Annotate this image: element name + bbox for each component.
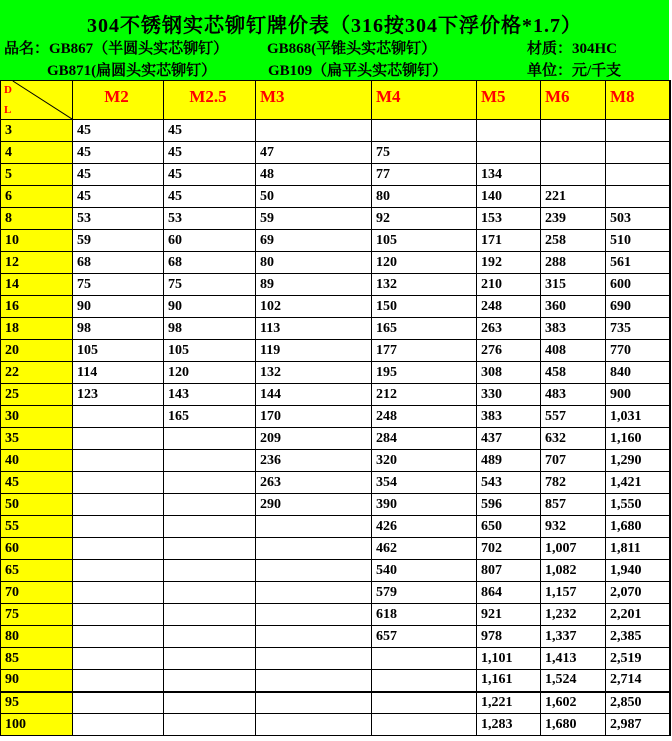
table-row bbox=[1, 692, 670, 714]
empty-cell bbox=[256, 560, 372, 582]
price-cell: 1,524 bbox=[541, 670, 606, 692]
price-cell: 735 bbox=[606, 318, 670, 340]
empty-cell bbox=[164, 692, 256, 714]
price-cell: 618 bbox=[372, 604, 477, 626]
table-row bbox=[1, 230, 670, 252]
empty-cell bbox=[164, 604, 256, 626]
price-cell: 113 bbox=[256, 318, 372, 340]
price-cell: 330 bbox=[477, 384, 541, 406]
price-cell: 90 bbox=[164, 296, 256, 318]
column-header-m6: M6 bbox=[541, 81, 606, 120]
price-cell: 236 bbox=[256, 450, 372, 472]
table-row bbox=[1, 494, 670, 516]
price-cell: 1,680 bbox=[606, 516, 670, 538]
length-cell: 100 bbox=[1, 714, 73, 736]
price-cell: 144 bbox=[256, 384, 372, 406]
price-cell: 782 bbox=[541, 472, 606, 494]
price-cell: 503 bbox=[606, 208, 670, 230]
table-row bbox=[1, 648, 670, 670]
price-cell: 864 bbox=[477, 582, 541, 604]
price-cell: 408 bbox=[541, 340, 606, 362]
price-cell: 857 bbox=[541, 494, 606, 516]
price-cell: 53 bbox=[164, 208, 256, 230]
length-cell: 55 bbox=[1, 516, 73, 538]
price-cell: 1,031 bbox=[606, 406, 670, 428]
empty-cell bbox=[606, 186, 670, 208]
price-cell: 543 bbox=[477, 472, 541, 494]
table-row bbox=[1, 450, 670, 472]
empty-cell bbox=[164, 714, 256, 736]
empty-cell bbox=[372, 714, 477, 736]
price-cell: 978 bbox=[477, 626, 541, 648]
table-row bbox=[1, 120, 670, 142]
price-cell: 288 bbox=[541, 252, 606, 274]
price-cell: 290 bbox=[256, 494, 372, 516]
empty-cell bbox=[541, 164, 606, 186]
empty-cell bbox=[73, 582, 164, 604]
price-cell: 932 bbox=[541, 516, 606, 538]
price-cell: 45 bbox=[164, 186, 256, 208]
empty-cell bbox=[541, 142, 606, 164]
price-cell: 1,337 bbox=[541, 626, 606, 648]
empty-cell bbox=[164, 670, 256, 692]
length-cell: 20 bbox=[1, 340, 73, 362]
price-cell: 59 bbox=[256, 208, 372, 230]
length-cell: 30 bbox=[1, 406, 73, 428]
price-cell: 153 bbox=[477, 208, 541, 230]
material-label: 材质：304HC bbox=[527, 41, 618, 57]
price-cell: 458 bbox=[541, 362, 606, 384]
price-cell: 383 bbox=[477, 406, 541, 428]
empty-cell bbox=[164, 538, 256, 560]
price-cell: 320 bbox=[372, 450, 477, 472]
length-cell: 14 bbox=[1, 274, 73, 296]
table-row bbox=[1, 670, 670, 692]
length-cell: 70 bbox=[1, 582, 73, 604]
price-cell: 119 bbox=[256, 340, 372, 362]
price-cell: 2,070 bbox=[606, 582, 670, 604]
price-cell: 2,850 bbox=[606, 692, 670, 714]
price-cell: 59 bbox=[73, 230, 164, 252]
table-row bbox=[1, 714, 670, 736]
empty-cell bbox=[73, 406, 164, 428]
price-cell: 171 bbox=[477, 230, 541, 252]
empty-cell bbox=[372, 648, 477, 670]
price-cell: 315 bbox=[541, 274, 606, 296]
empty-cell bbox=[73, 494, 164, 516]
column-header-m5: M5 bbox=[477, 81, 541, 120]
price-cell: 48 bbox=[256, 164, 372, 186]
product-gb871-label: GB871(扁圆头实芯铆钉） bbox=[47, 63, 217, 79]
length-cell: 5 bbox=[1, 164, 73, 186]
corner-header-cell bbox=[1, 81, 73, 120]
length-cell: 90 bbox=[1, 670, 73, 692]
empty-cell bbox=[164, 494, 256, 516]
column-header-m8: M8 bbox=[606, 81, 670, 120]
price-cell: 807 bbox=[477, 560, 541, 582]
price-cell: 1,157 bbox=[541, 582, 606, 604]
price-cell: 45 bbox=[73, 164, 164, 186]
price-cell: 50 bbox=[256, 186, 372, 208]
table-row bbox=[1, 560, 670, 582]
price-cell: 177 bbox=[372, 340, 477, 362]
title-banner bbox=[0, 0, 669, 80]
price-cell: 1,680 bbox=[541, 714, 606, 736]
price-cell: 632 bbox=[541, 428, 606, 450]
price-cell: 248 bbox=[372, 406, 477, 428]
table-row bbox=[1, 582, 670, 604]
empty-cell bbox=[73, 516, 164, 538]
empty-cell bbox=[606, 164, 670, 186]
price-cell: 2,987 bbox=[606, 714, 670, 736]
price-cell: 1,221 bbox=[477, 692, 541, 714]
price-cell: 140 bbox=[477, 186, 541, 208]
price-cell: 462 bbox=[372, 538, 477, 560]
price-cell: 2,201 bbox=[606, 604, 670, 626]
price-cell: 561 bbox=[606, 252, 670, 274]
price-cell: 1,283 bbox=[477, 714, 541, 736]
empty-cell bbox=[256, 670, 372, 692]
price-cell: 192 bbox=[477, 252, 541, 274]
price-cell: 105 bbox=[372, 230, 477, 252]
empty-cell bbox=[164, 648, 256, 670]
price-cell: 210 bbox=[477, 274, 541, 296]
price-cell: 354 bbox=[372, 472, 477, 494]
price-cell: 650 bbox=[477, 516, 541, 538]
price-cell: 900 bbox=[606, 384, 670, 406]
price-cell: 600 bbox=[606, 274, 670, 296]
table-row bbox=[1, 516, 670, 538]
table-row bbox=[1, 142, 670, 164]
empty-cell bbox=[73, 560, 164, 582]
length-cell: 10 bbox=[1, 230, 73, 252]
column-header-m3: M3 bbox=[256, 81, 372, 120]
empty-cell bbox=[256, 714, 372, 736]
length-cell: 6 bbox=[1, 186, 73, 208]
empty-cell bbox=[256, 604, 372, 626]
empty-cell bbox=[73, 670, 164, 692]
price-cell: 540 bbox=[372, 560, 477, 582]
price-cell: 143 bbox=[164, 384, 256, 406]
table-row bbox=[1, 362, 670, 384]
empty-cell bbox=[256, 582, 372, 604]
length-cell: 95 bbox=[1, 692, 73, 714]
page-title: 304不锈钢实芯铆钉牌价表（316按304下浮价格*1.7） bbox=[87, 15, 582, 37]
price-cell: 89 bbox=[256, 274, 372, 296]
empty-cell bbox=[606, 120, 670, 142]
price-cell: 258 bbox=[541, 230, 606, 252]
price-cell: 170 bbox=[256, 406, 372, 428]
length-cell: 22 bbox=[1, 362, 73, 384]
price-cell: 212 bbox=[372, 384, 477, 406]
empty-cell bbox=[73, 604, 164, 626]
price-cell: 276 bbox=[477, 340, 541, 362]
empty-cell bbox=[256, 516, 372, 538]
empty-cell bbox=[73, 428, 164, 450]
table-row bbox=[1, 296, 670, 318]
empty-cell bbox=[164, 516, 256, 538]
price-cell: 53 bbox=[73, 208, 164, 230]
price-cell: 437 bbox=[477, 428, 541, 450]
empty-cell bbox=[73, 692, 164, 714]
table-row bbox=[1, 340, 670, 362]
price-cell: 165 bbox=[164, 406, 256, 428]
price-cell: 150 bbox=[372, 296, 477, 318]
price-cell: 1,413 bbox=[541, 648, 606, 670]
price-cell: 2,714 bbox=[606, 670, 670, 692]
price-cell: 45 bbox=[73, 186, 164, 208]
price-cell: 707 bbox=[541, 450, 606, 472]
price-cell: 45 bbox=[73, 142, 164, 164]
empty-cell bbox=[256, 538, 372, 560]
column-header-m2: M2 bbox=[73, 81, 164, 120]
price-cell: 98 bbox=[73, 318, 164, 340]
price-cell: 510 bbox=[606, 230, 670, 252]
price-cell: 248 bbox=[477, 296, 541, 318]
table-row bbox=[1, 318, 670, 340]
price-cell: 221 bbox=[541, 186, 606, 208]
table-header-row bbox=[1, 81, 670, 120]
table-row bbox=[1, 538, 670, 560]
table-row bbox=[1, 406, 670, 428]
empty-cell bbox=[164, 450, 256, 472]
table-row bbox=[1, 186, 670, 208]
length-cell: 16 bbox=[1, 296, 73, 318]
price-cell: 68 bbox=[164, 252, 256, 274]
table-row bbox=[1, 472, 670, 494]
price-cell: 840 bbox=[606, 362, 670, 384]
price-cell: 90 bbox=[73, 296, 164, 318]
table-row bbox=[1, 208, 670, 230]
price-cell: 579 bbox=[372, 582, 477, 604]
empty-cell bbox=[606, 142, 670, 164]
price-cell: 1,940 bbox=[606, 560, 670, 582]
price-cell: 557 bbox=[541, 406, 606, 428]
empty-cell bbox=[164, 582, 256, 604]
price-cell: 483 bbox=[541, 384, 606, 406]
price-cell: 120 bbox=[164, 362, 256, 384]
price-cell: 75 bbox=[73, 274, 164, 296]
price-cell: 1,602 bbox=[541, 692, 606, 714]
price-cell: 165 bbox=[372, 318, 477, 340]
price-cell: 596 bbox=[477, 494, 541, 516]
price-table-container bbox=[0, 80, 669, 736]
empty-cell bbox=[372, 670, 477, 692]
table-row bbox=[1, 384, 670, 406]
price-cell: 263 bbox=[477, 318, 541, 340]
length-cell: 4 bbox=[1, 142, 73, 164]
length-cell: 65 bbox=[1, 560, 73, 582]
table-row bbox=[1, 252, 670, 274]
price-cell: 2,519 bbox=[606, 648, 670, 670]
empty-cell bbox=[372, 120, 477, 142]
table-row bbox=[1, 626, 670, 648]
price-cell: 45 bbox=[164, 164, 256, 186]
length-cell: 12 bbox=[1, 252, 73, 274]
empty-cell bbox=[73, 450, 164, 472]
price-cell: 1,101 bbox=[477, 648, 541, 670]
price-cell: 47 bbox=[256, 142, 372, 164]
price-cell: 60 bbox=[164, 230, 256, 252]
empty-cell bbox=[372, 692, 477, 714]
empty-cell bbox=[256, 692, 372, 714]
empty-cell bbox=[164, 626, 256, 648]
column-header-m4: M4 bbox=[372, 81, 477, 120]
price-cell: 360 bbox=[541, 296, 606, 318]
empty-cell bbox=[256, 648, 372, 670]
price-cell: 1,421 bbox=[606, 472, 670, 494]
price-cell: 770 bbox=[606, 340, 670, 362]
price-cell: 69 bbox=[256, 230, 372, 252]
price-cell: 92 bbox=[372, 208, 477, 230]
price-cell: 1,082 bbox=[541, 560, 606, 582]
length-cell: 50 bbox=[1, 494, 73, 516]
length-axis-label: L bbox=[4, 104, 12, 116]
price-cell: 102 bbox=[256, 296, 372, 318]
product-gb868-label: GB868(平锥头实芯铆钉） bbox=[267, 41, 437, 57]
price-cell: 105 bbox=[164, 340, 256, 362]
length-cell: 3 bbox=[1, 120, 73, 142]
empty-cell bbox=[164, 560, 256, 582]
price-cell: 132 bbox=[372, 274, 477, 296]
price-cell: 1,811 bbox=[606, 538, 670, 560]
price-cell: 134 bbox=[477, 164, 541, 186]
price-cell: 75 bbox=[372, 142, 477, 164]
price-cell: 239 bbox=[541, 208, 606, 230]
price-cell: 75 bbox=[164, 274, 256, 296]
empty-cell bbox=[164, 472, 256, 494]
price-cell: 308 bbox=[477, 362, 541, 384]
empty-cell bbox=[164, 428, 256, 450]
empty-cell bbox=[73, 714, 164, 736]
product-gb109-label: GB109（扁平头实芯铆钉） bbox=[268, 63, 448, 79]
price-cell: 263 bbox=[256, 472, 372, 494]
price-cell: 1,232 bbox=[541, 604, 606, 626]
price-cell: 383 bbox=[541, 318, 606, 340]
price-table bbox=[0, 80, 671, 736]
price-cell: 489 bbox=[477, 450, 541, 472]
empty-cell bbox=[256, 626, 372, 648]
price-cell: 209 bbox=[256, 428, 372, 450]
length-cell: 40 bbox=[1, 450, 73, 472]
price-cell: 284 bbox=[372, 428, 477, 450]
empty-cell bbox=[73, 472, 164, 494]
length-cell: 80 bbox=[1, 626, 73, 648]
price-cell: 702 bbox=[477, 538, 541, 560]
price-cell: 1,290 bbox=[606, 450, 670, 472]
price-cell: 921 bbox=[477, 604, 541, 626]
table-row bbox=[1, 604, 670, 626]
price-cell: 45 bbox=[73, 120, 164, 142]
table-row bbox=[1, 164, 670, 186]
length-cell: 25 bbox=[1, 384, 73, 406]
length-cell: 75 bbox=[1, 604, 73, 626]
price-cell: 1,160 bbox=[606, 428, 670, 450]
price-cell: 195 bbox=[372, 362, 477, 384]
empty-cell bbox=[73, 626, 164, 648]
price-cell: 80 bbox=[256, 252, 372, 274]
length-cell: 35 bbox=[1, 428, 73, 450]
length-cell: 85 bbox=[1, 648, 73, 670]
price-cell: 123 bbox=[73, 384, 164, 406]
empty-cell bbox=[477, 142, 541, 164]
price-cell: 1,161 bbox=[477, 670, 541, 692]
length-cell: 18 bbox=[1, 318, 73, 340]
price-cell: 657 bbox=[372, 626, 477, 648]
product-gb867-label: 品名：GB867（半圆头实芯铆钉） bbox=[4, 41, 229, 57]
price-cell: 690 bbox=[606, 296, 670, 318]
length-cell: 8 bbox=[1, 208, 73, 230]
empty-cell bbox=[73, 648, 164, 670]
price-cell: 2,385 bbox=[606, 626, 670, 648]
price-cell: 80 bbox=[372, 186, 477, 208]
price-cell: 1,550 bbox=[606, 494, 670, 516]
price-cell: 45 bbox=[164, 120, 256, 142]
length-cell: 60 bbox=[1, 538, 73, 560]
table-row bbox=[1, 274, 670, 296]
price-table-body bbox=[1, 120, 670, 736]
empty-cell bbox=[477, 120, 541, 142]
price-cell: 45 bbox=[164, 142, 256, 164]
empty-cell bbox=[73, 538, 164, 560]
table-row bbox=[1, 428, 670, 450]
price-cell: 114 bbox=[73, 362, 164, 384]
price-cell: 1,007 bbox=[541, 538, 606, 560]
price-cell: 426 bbox=[372, 516, 477, 538]
price-cell: 68 bbox=[73, 252, 164, 274]
length-cell: 45 bbox=[1, 472, 73, 494]
price-cell: 120 bbox=[372, 252, 477, 274]
price-cell: 98 bbox=[164, 318, 256, 340]
empty-cell bbox=[541, 120, 606, 142]
empty-cell bbox=[256, 120, 372, 142]
unit-label: 单位：元/千支 bbox=[527, 63, 622, 79]
price-cell: 390 bbox=[372, 494, 477, 516]
price-cell: 105 bbox=[73, 340, 164, 362]
column-header-m2-5: M2.5 bbox=[164, 81, 256, 120]
diameter-axis-label: D bbox=[4, 84, 12, 96]
price-cell: 132 bbox=[256, 362, 372, 384]
price-cell: 77 bbox=[372, 164, 477, 186]
